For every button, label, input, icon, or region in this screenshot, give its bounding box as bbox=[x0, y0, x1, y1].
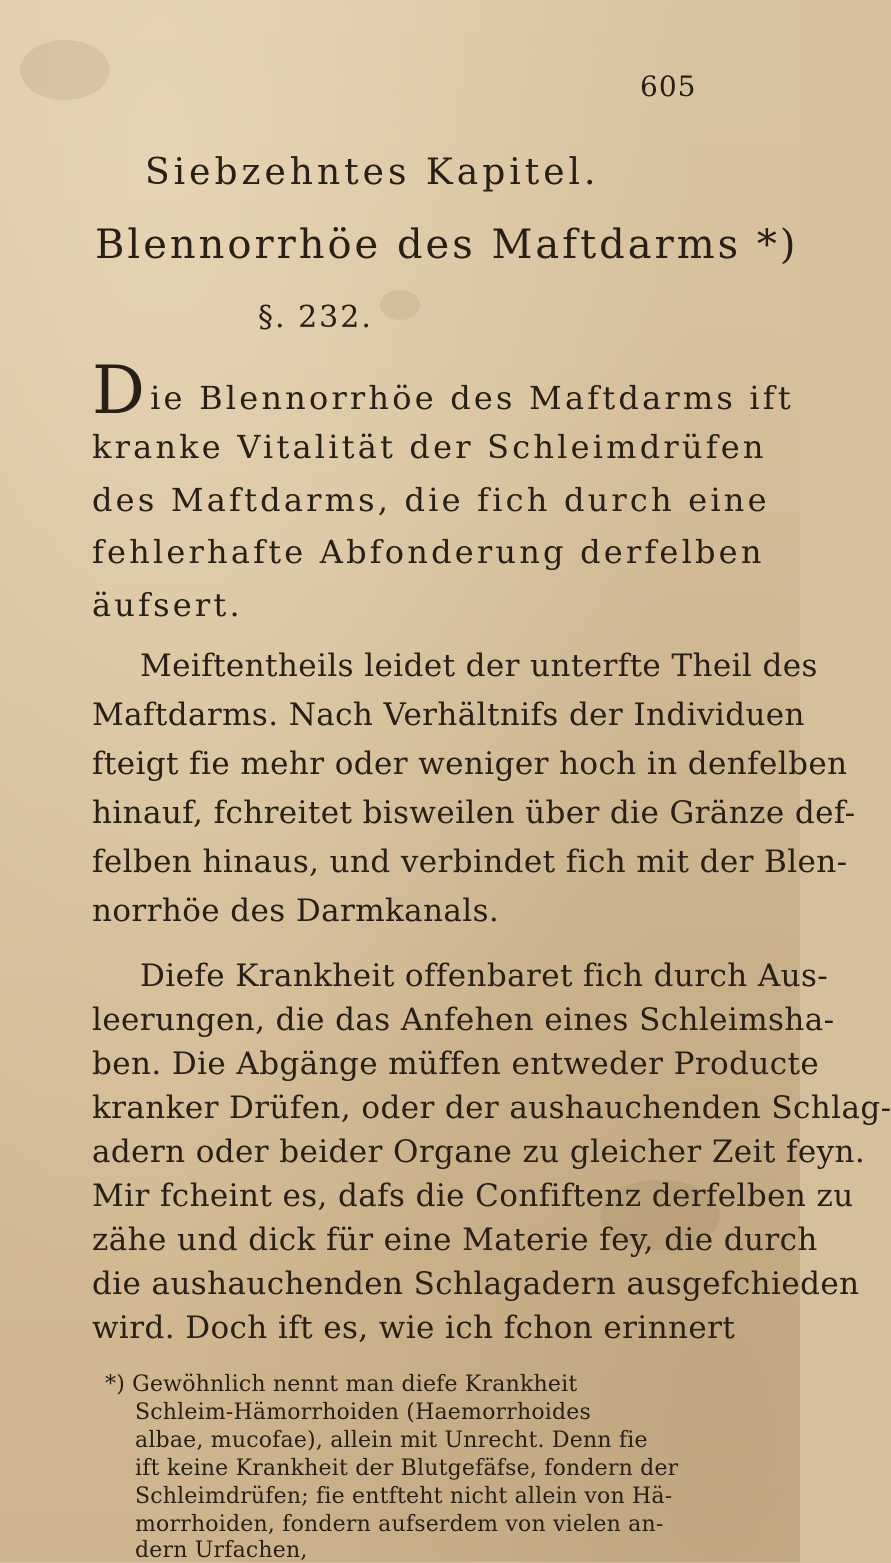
footnote-line: dern Urfachen, bbox=[135, 1538, 308, 1563]
text-line: des Maftdarms, die fich durch eine bbox=[92, 481, 770, 519]
text-line: norrhöe des Darmkanals. bbox=[92, 893, 500, 929]
footnote-line: morrhoiden, fondern aufserdem von vielen an- bbox=[135, 1512, 664, 1537]
text-line: fteigt fie mehr oder weniger hoch in denfelben bbox=[92, 746, 848, 782]
footnote-line: Schleim-Hämorrhoiden (Haemorrhoides bbox=[135, 1400, 591, 1425]
text-line: fehlerhafte Abfonderung derfelben bbox=[92, 533, 765, 571]
footnote-line: Schleimdrüfen; fie entfteht nicht allein von Hä- bbox=[135, 1484, 673, 1509]
text-line: adern oder beider Organe zu gleicher Zeit feyn. bbox=[92, 1134, 866, 1170]
text-line: Diefe Krankheit offenbaret fich durch Aus- bbox=[140, 958, 829, 994]
footnote-line: *) Gewöhnlich nennt man diefe Krankheit bbox=[105, 1372, 578, 1397]
page-number: 605 bbox=[640, 70, 697, 103]
chapter-heading: Siebzehntes Kapitel. bbox=[145, 152, 600, 193]
paper-stain bbox=[380, 290, 420, 320]
footnote-line: albae, mucofae), allein mit Unrecht. Denn fie bbox=[135, 1428, 648, 1453]
text-line: kranker Drüfen, oder der aushauchenden Schlag- bbox=[92, 1090, 891, 1126]
text-line: leerungen, die das Anfehen eines Schleimsha- bbox=[92, 1002, 835, 1038]
text-line-content: ie Blennorrhöe des Maftdarms ift bbox=[150, 379, 794, 417]
text-line: wird. Doch ift es, wie ich fchon erinnert bbox=[92, 1310, 736, 1346]
footnote-line: ift keine Krankheit der Blutgefäfse, fondern der bbox=[135, 1456, 679, 1481]
paper-stain bbox=[20, 40, 110, 100]
text-line: die aushauchenden Schlagadern ausgefchieden bbox=[92, 1266, 860, 1302]
chapter-title: Blennorrhöe des Maftdarms *) bbox=[95, 222, 799, 268]
drop-cap: D bbox=[92, 352, 149, 429]
text-line: ben. Die Abgänge müffen entweder Producte bbox=[92, 1046, 820, 1082]
text-line: felben hinaus, und verbindet fich mit der Blen- bbox=[92, 844, 848, 880]
section-number: §. 232. bbox=[258, 300, 373, 335]
text-line: zähe und dick für eine Materie fey, die durch bbox=[92, 1222, 818, 1258]
text-line: Maftdarms. Nach Verhältnifs der Individuen bbox=[92, 697, 805, 733]
text-line: hinauf, fchreitet bisweilen über die Gränze def- bbox=[92, 795, 856, 831]
text-line bbox=[92, 352, 794, 429]
text-line: kranke Vitalität der Schleimdrüfen bbox=[92, 428, 767, 466]
text-line: äufsert. bbox=[92, 586, 243, 624]
text-line: Meiftentheils leidet der unterfte Theil des bbox=[140, 648, 818, 684]
text-line: Mir fcheint es, dafs die Confiftenz derfelben zu bbox=[92, 1178, 854, 1214]
